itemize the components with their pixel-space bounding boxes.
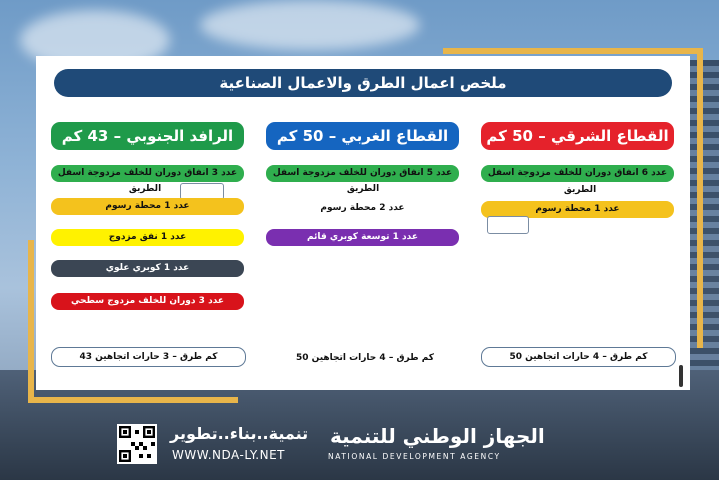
south-item-overpass: عدد 1 كوبري علوي xyxy=(51,260,244,277)
footer-slogan: تنمية..بناء..تطوير xyxy=(170,424,309,443)
footer-website-link[interactable]: WWW.NDA-LY.NET xyxy=(172,448,286,462)
west-item-bridge-expansion: عدد 1 توسعة كوبري قائم xyxy=(266,229,459,246)
agency-logo-arabic: الجهاز الوطني للتنمية xyxy=(330,424,545,448)
east-item-toll: عدد 1 محطة رسوم xyxy=(481,201,674,218)
south-sector-header: الرافد الجنوبي – 43 كم xyxy=(51,122,244,150)
south-item-tunnels: عدد 3 انفاق دوران للخلف مزدوجة اسفل xyxy=(51,165,244,182)
agency-logo-english: NATIONAL DEVELOPMENT AGENCY xyxy=(328,452,501,461)
south-item-surface-uturn: عدد 3 دوران للخلف مزدوج سطحي xyxy=(51,293,244,310)
west-item-tunnels-road: الطريق xyxy=(346,184,380,194)
gold-frame-top xyxy=(443,48,703,54)
gold-frame-bottom xyxy=(28,397,238,403)
west-item-tunnels: عدد 5 انفاق دوران للخلف مزدوجة اسفل xyxy=(266,165,459,182)
south-item-tunnels-road: الطريق xyxy=(128,184,162,194)
east-empty-box xyxy=(487,216,529,234)
page-title: ملخص اعمال الطرق والاعمال الصناعية xyxy=(54,69,672,97)
west-sector-header: القطاع الغربي – 50 كم xyxy=(266,122,459,150)
south-item-double-tunnel: عدد 1 نفق مزدوج xyxy=(51,229,244,246)
west-item-toll: عدد 2 محطة رسوم xyxy=(320,203,405,213)
gold-frame-left xyxy=(28,240,34,403)
south-road-summary: كم طرق – 3 حارات اتجاهين 43 xyxy=(51,347,246,367)
south-item-toll: عدد 1 محطة رسوم xyxy=(51,198,244,215)
east-item-tunnels-road: الطريق xyxy=(563,185,597,195)
gold-frame-right xyxy=(697,48,703,348)
east-road-summary: كم طرق – 4 حارات اتجاهين 50 xyxy=(481,347,676,367)
west-road-summary: كم طرق – 4 حارات اتجاهين 50 xyxy=(295,353,435,363)
qr-code-icon xyxy=(117,424,157,464)
summary-card xyxy=(36,56,690,390)
east-item-tunnels: عدد 6 انفاق دوران للخلف مزدوجة اسفل xyxy=(481,165,674,182)
cloud xyxy=(200,0,420,50)
east-sector-header: القطاع الشرقي – 50 كم xyxy=(481,122,674,150)
scrollbar-thumb[interactable] xyxy=(679,365,683,387)
